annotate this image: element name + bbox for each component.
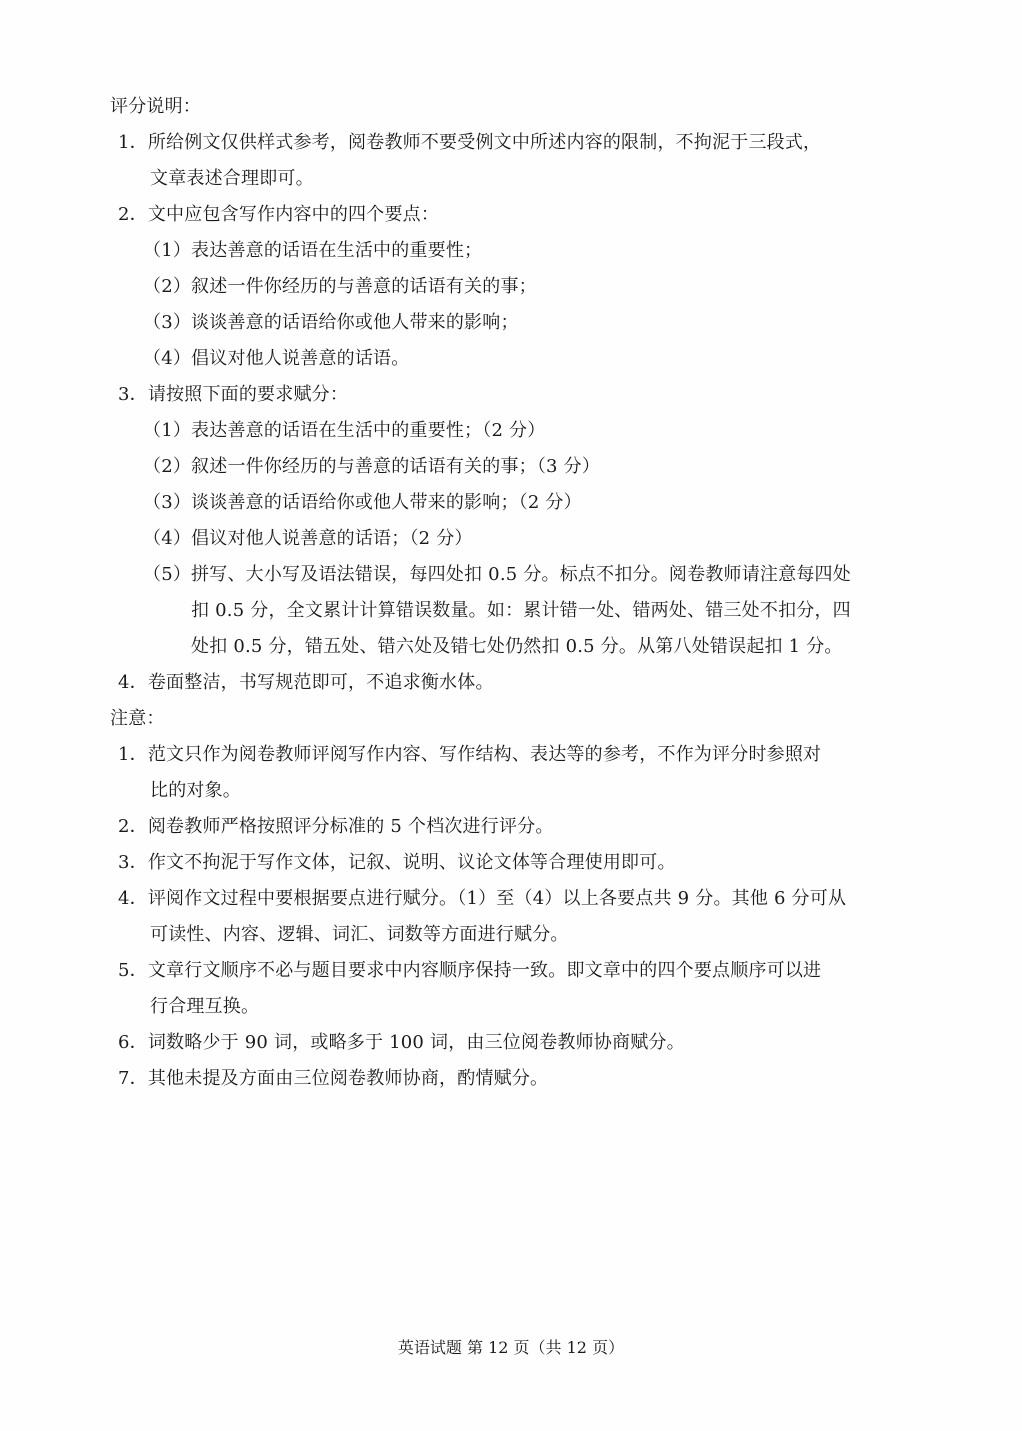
scoring-item-2-sub-1: （1）表达善意的话语在生活中的重要性； (143, 240, 483, 261)
page-footer: 英语试题 第 12 页（共 12 页） (397, 1338, 625, 1357)
scoring-item-3-sub-1: （1）表达善意的话语在生活中的重要性；（2 分） (143, 420, 546, 441)
note-item-4-line-2: 可读性、内容、逻辑、词汇、词数等方面进行赋分。 (150, 924, 569, 945)
note-item-1-line-1: 1．范文只作为阅卷教师评阅写作内容、写作结构、表达等的参考，不作为评分时参照对 (118, 744, 822, 765)
scoring-item-3-line-1: 3．请按照下面的要求赋分： (118, 384, 349, 405)
note-item-5-line-2: 行合理互换。 (150, 996, 260, 1017)
section-heading-scoring: 评分说明： (110, 96, 201, 117)
scoring-item-3-sub-5-line-3: 处扣 0.5 分，错五处、错六处及错七处仍然扣 0.5 分。从第八处错误起扣 1 分。 (191, 636, 843, 657)
note-item-7-line-1: 7．其他未提及方面由三位阅卷教师协商，酌情赋分。 (118, 1068, 549, 1089)
note-item-1-line-2: 比的对象。 (150, 780, 241, 801)
scoring-item-3-sub-5-line-1: （5）拼写、大小写及语法错误，每四处扣 0.5 分。标点不扣分。阅卷教师请注意每四处 (143, 564, 851, 585)
scoring-item-4-line-1: 4．卷面整洁，书写规范即可，不追求衡水体。 (118, 672, 494, 693)
note-item-5-line-1: 5．文章行文顺序不必与题目要求中内容顺序保持一致。即文章中的四个要点顺序可以进 (118, 960, 822, 981)
scoring-item-2-sub-3: （3）谈谈善意的话语给你或他人带来的影响； (143, 312, 519, 333)
scoring-item-3-sub-3: （3）谈谈善意的话语给你或他人带来的影响；（2 分） (143, 492, 582, 513)
note-item-6-line-1: 6．词数略少于 90 词，或略多于 100 词，由三位阅卷教师协商赋分。 (118, 1032, 685, 1053)
scoring-item-3-sub-2: （2）叙述一件你经历的与善意的话语有关的事；（3 分） (143, 456, 601, 477)
note-item-3-line-1: 3．作文不拘泥于写作文体，记叙、说明、议论文体等合理使用即可。 (118, 852, 676, 873)
section-heading-notes: 注意： (110, 708, 165, 729)
scoring-item-2-sub-4: （4）倡议对他人说善意的话语。 (143, 348, 410, 369)
scoring-item-3-sub-4: （4）倡议对他人说善意的话语；（2 分） (143, 528, 473, 549)
scoring-item-2-line-1: 2．文中应包含写作内容中的四个要点： (118, 204, 440, 225)
note-item-2-line-1: 2．阅卷教师严格按照评分标准的 5 个档次进行评分。 (118, 816, 554, 837)
scoring-item-1-line-1: 1．所给例文仅供样式参考，阅卷教师不要受例文中所述内容的限制，不拘泥于三段式， (118, 132, 822, 153)
scoring-item-1-line-2: 文章表述合理即可。 (150, 168, 314, 189)
scoring-item-3-sub-5-line-2: 扣 0.5 分，全文累计计算错误数量。如：累计错一处、错两处、错三处不扣分，四 (191, 600, 851, 621)
note-item-4-line-1: 4．评阅作文过程中要根据要点进行赋分。（1）至（4）以上各要点共 9 分。其他 6 分可从 (118, 888, 847, 909)
scoring-item-2-sub-2: （2）叙述一件你经历的与善意的话语有关的事； (143, 276, 537, 297)
